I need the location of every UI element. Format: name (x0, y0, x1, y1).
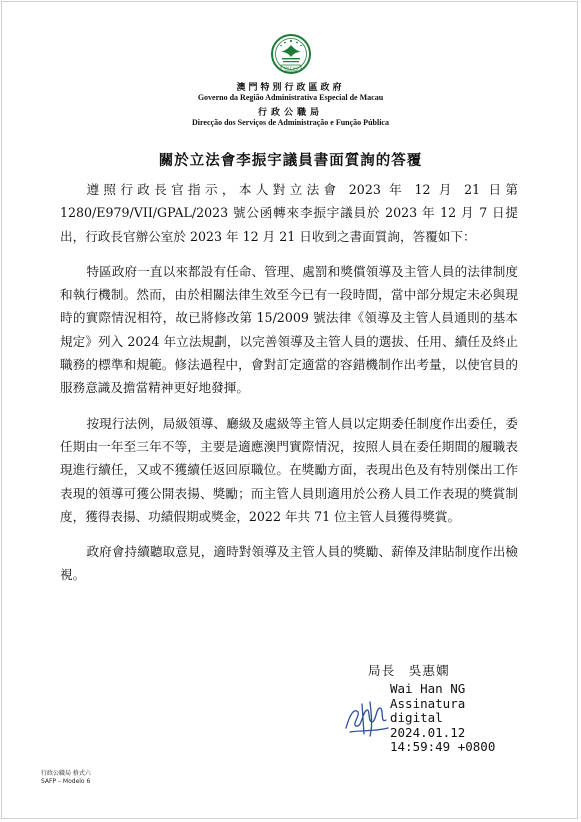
macau-emblem-icon (270, 34, 312, 76)
stamp-label-2: digital (390, 710, 443, 726)
document-body (60, 178, 518, 599)
paragraph-1: 遵照行政長官指示，本人對立法會 2023 年 12 月 21 日第 1280/E979/VII/GPAL/2023 號公函轉來李振宇議員於 2023 年 12 月 7 日提出，行政長官辦公室於 2023 年 12 月 21 日收到之書面質詢，答覆如下： (60, 182, 518, 244)
footer-form-zh: 行政公職局 格式六 (41, 770, 91, 777)
handwritten-signature-icon (340, 694, 394, 742)
header-department-zh: 行政公職局 (257, 108, 323, 118)
paragraph-3: 按現行法例，局級領導、廳級及處級等主管人員以定期委任制度作出委任，委任期由一年至三年不等，主要是適應澳門實際情況，按照人員在委任期間的履職表現進行續任，又或不獲續任返回原職位。在獎勵方面，表現出色及有特別傑出工作表現的領導可獲公開表揚、獎勵；而主管人員則適用於公務人員工作表現的獎賞制度，獲得表揚、功績假期或獎金，2022 年共 71 位主管人員獲得獎賞。 (60, 415, 518, 524)
signatory-title: 局長 吳惠嫻 (368, 663, 450, 678)
form-footer (41, 770, 91, 786)
header-government-pt: Governo da Região Administrativa Especial de Macau (197, 93, 384, 102)
document-title: 關於立法會李振宇議員書面質詢的答覆 (158, 152, 423, 169)
header-government-zh: 澳門特別行政區政府 (236, 83, 345, 93)
stamp-date: 2024.01.12 (390, 724, 466, 740)
stamp-label: Assinatura (390, 695, 466, 711)
digital-signature-stamp (390, 682, 495, 755)
paragraph-4: 政府會持續聽取意見，適時對領導及主管人員的獎勵、薪俸及津貼制度作出檢視。 (60, 544, 518, 583)
emblem-text: MACAU (283, 65, 299, 71)
stamp-time: 14:59:49 +0800 (390, 739, 496, 755)
stamp-name: Wai Han NG (390, 681, 466, 696)
footer-form-pt: SAFP – Modelo 6 (41, 778, 91, 785)
header-department-pt: Direcção dos Serviços de Administração e Função Pública (192, 118, 389, 127)
paragraph-2: 特區政府一直以來都設有任命、管理、處罰和獎償領導及主管人員的法律制度和執行機制。然而，由於相關法律生效至今已有一段時間，當中部分規定未必與現時的實際情況相符，故已將修改第 15/2009 號法律《領導及主管人員通則的基本規定》列入 2024 年立法規劃，以完善領導及主管人員的選拔、任用、續任及終止職務的標準和規範。修法過程中，會對訂定適當的容錯機制作出考量，以使官員的服務意識及擔當精神更好地發揮。 (60, 263, 518, 396)
